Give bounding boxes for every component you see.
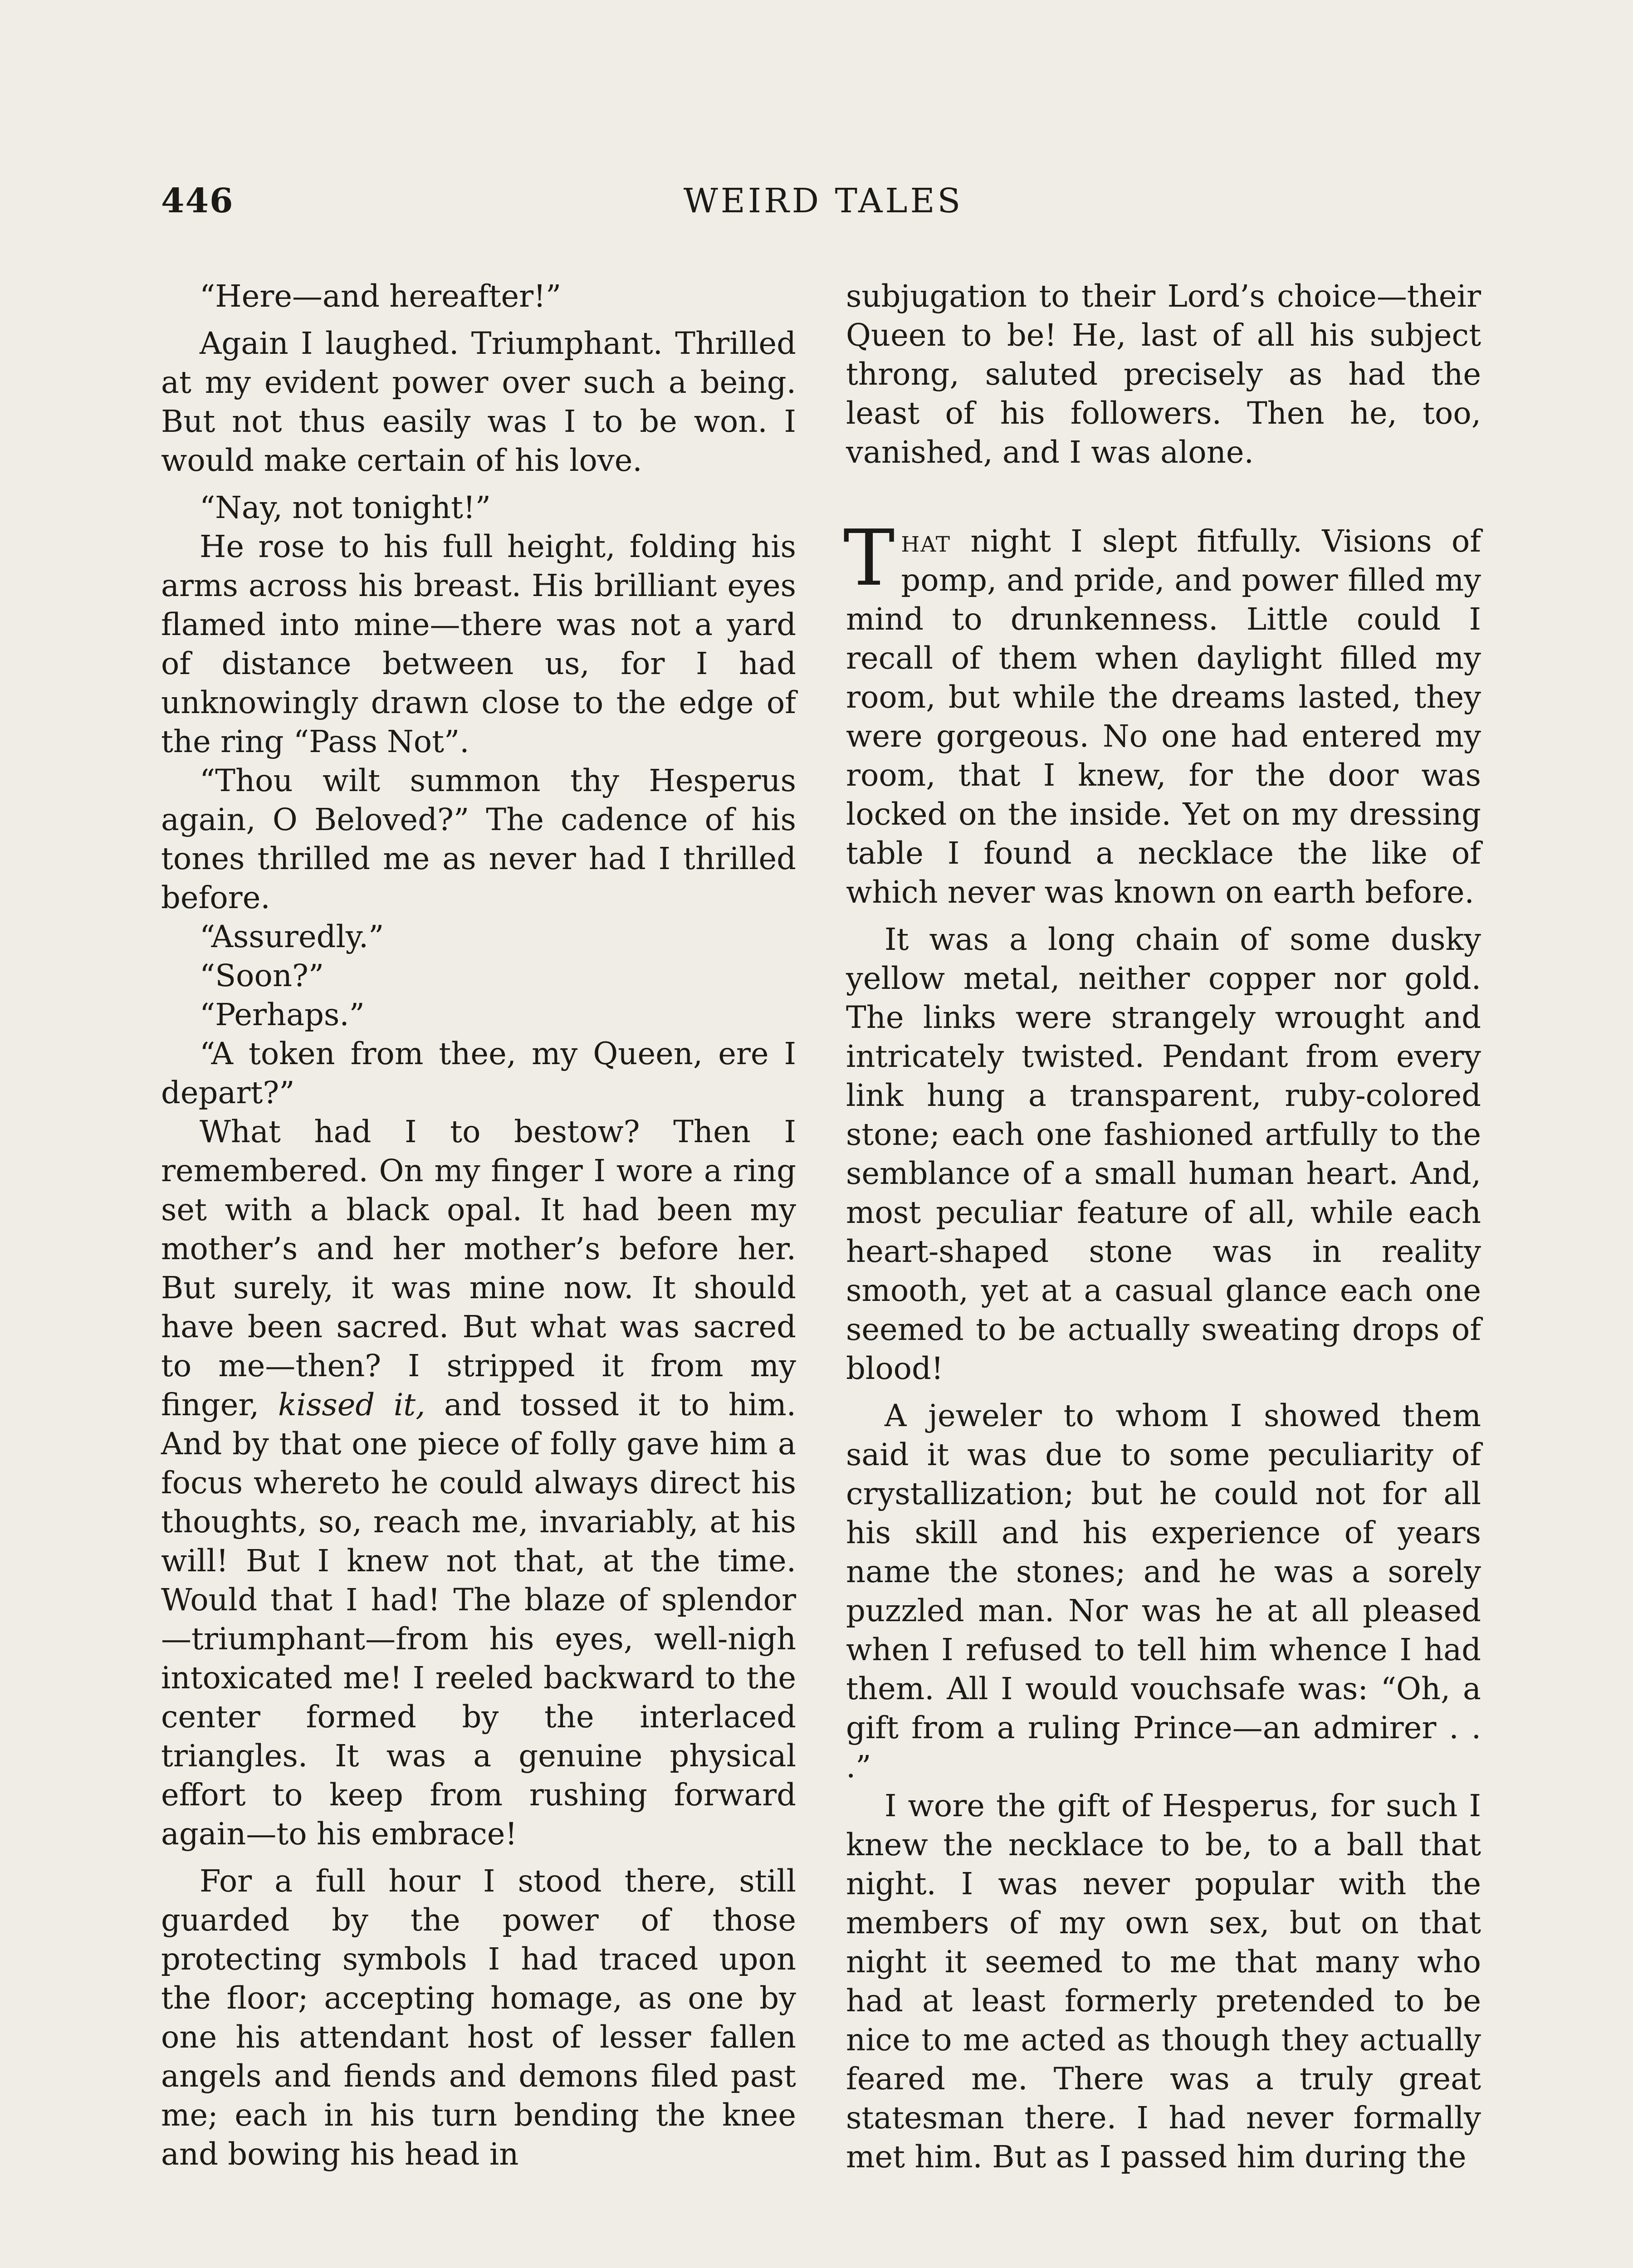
- running-head: WEIRD TALES: [683, 181, 963, 220]
- page-number: 446: [161, 181, 234, 220]
- page-header: [161, 181, 1486, 231]
- paragraph: “Nay, not tonight!”: [200, 490, 491, 525]
- paragraph: “Thou wilt summon thy Hesperus again, O Beloved?” The cadence of his tones thrilled me as never had I thrilled before.: [161, 763, 796, 915]
- section-start-paragraph: [843, 513, 1481, 912]
- paragraph: For a full hour I stood there, still guarded by the power of those protecting symbols I had traced upon the floor; accepting homage, as one by one his attendant host of lesser fallen angels and fiends and demons filed past me; each in his turn bending the knee and bowing his head in: [161, 1863, 796, 2172]
- small-caps-word: hat: [901, 523, 951, 559]
- paragraph-text: night I slept fitfully. Visions of pomp, and pride, and power filled my mind to drunkenness. Little could I recall of them when daylight filled my room, but while the dreams lasted, they were gorgeous. No one had entered my room, that I knew, for the door was locked on the inside. Yet on my dressing table I found a necklace the like of which never was known on earth before.: [846, 523, 1481, 910]
- paragraph: A jeweler to whom I showed them said it was due to some peculiarity of crystallization; but he could not for all his skill and his experience of years name the stones; and he was a sorely puzzled man. Nor was he at all pleased when I refused to tell him whence I had them. All I would vouchsafe was: “Oh, a gift from a ruling Prince—an admirer . . .”: [846, 1398, 1481, 1784]
- paragraph: subjugation to their Lord’s choice—their Queen to be! He, last of all his subject throng, saluted precisely as had the least of his followers. Then he, too, vanished, and I was alone.: [846, 279, 1481, 470]
- paragraph: “Perhaps.”: [200, 997, 365, 1032]
- paragraph: [161, 1112, 796, 1853]
- paragraph: “Here—and hereafter!”: [200, 279, 562, 314]
- paragraph-text: What had I to bestow? Then I remembered. On my finger I wore a ring set with a black opal. It had been my mother’s and her mother’s before her. But surely, it was mine now. It should have been sacred. But what was sacred to me—then? I stripped it from my finger,: [161, 1114, 796, 1422]
- italic-phrase: kissed it,: [278, 1387, 425, 1422]
- paragraph: He rose to his full height, folding his arms across his breast. His brilliant eyes flamed into mine—there was not a yard of distance between us, for I had unknowingly drawn close to the edge of the ring “Pass Not”.: [161, 529, 796, 759]
- paragraph-text: and tossed it to him. And by that one piece of folly gave him a focus whereto he could always direct his thoughts, so, reach me, invariably, at his will! But I knew not that, at the time. Would that I had! The blaze of splendor—triumphant—from his eyes, well-nigh intoxicated me! I reeled backward to the center formed by the interlaced triangles. It was a genuine physical effort to keep from rushing forward again—to his embrace!: [161, 1387, 797, 1852]
- right-column: [843, 277, 1481, 2176]
- paragraph: “Soon?”: [200, 958, 324, 993]
- paragraph: “Assuredly.”: [200, 919, 384, 954]
- left-column: [161, 277, 796, 2174]
- paragraph: I wore the gift of Hesperus, for such I knew the necklace to be, to a ball that night. I was never popular with the members of my own sex, but on that night it seemed to me that many who had at least formerly pretended to be nice to me acted as though they actually feared me. There was a truly great statesman there. I had never formally met him. But as I passed him during the: [846, 1788, 1481, 2175]
- paragraph: It was a long chain of some dusky yellow metal, neither copper nor gold. The links were strangely wrought and intricately twisted. Pendant from every link hung a transparent, ruby-colored stone; each one fashioned artfully to the semblance of a small human heart. And, most peculiar feature of all, while each heart-shaped stone was in reality smooth, yet at a casual glance each one seemed to be actually sweating drops of blood!: [846, 922, 1481, 1386]
- drop-cap: T: [843, 513, 895, 603]
- paragraph: Again I laughed. Triumphant. Thrilled at my evident power over such a being. But not thus easily was I to be won. I would make certain of his love.: [161, 326, 796, 478]
- paragraph: “A token from thee, my Queen, ere I depart?”: [161, 1036, 796, 1110]
